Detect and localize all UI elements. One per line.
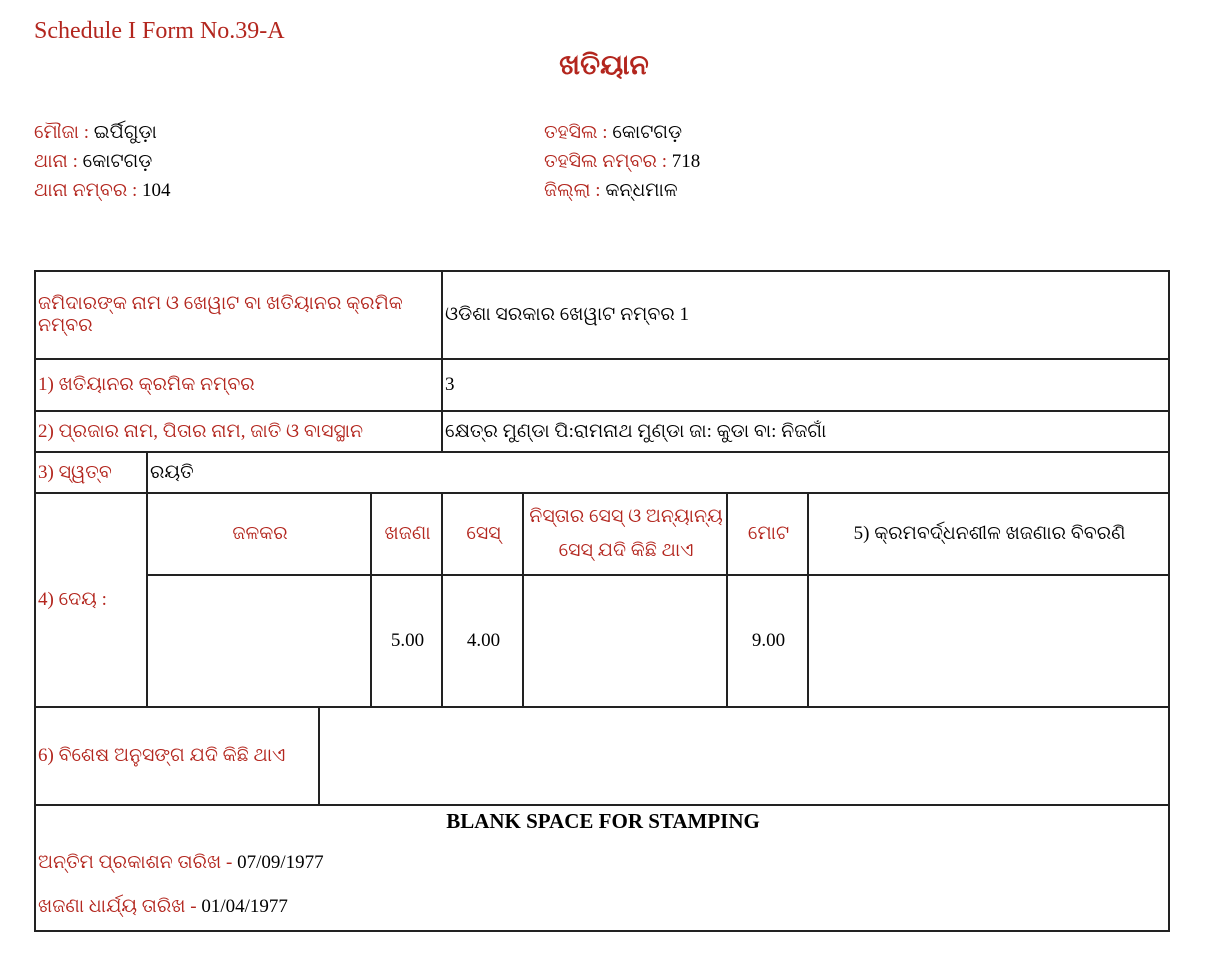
val-ses: 4.00 (442, 575, 523, 707)
val-jalakar (147, 575, 371, 707)
rent-fixation-date: 01/04/1977 (201, 896, 288, 917)
thana-label: ଥାନା : (34, 151, 78, 172)
mouza-row (34, 118, 171, 147)
thana-no-label: ଥାନା ନମ୍ବର : (34, 180, 138, 201)
thana-no-value: 104 (142, 180, 171, 201)
table-row (35, 271, 1169, 359)
thana-no-row (34, 176, 171, 205)
mouza-label: ମୌଜା : (34, 122, 90, 143)
district-value: କନ୍ଧମାଳ (605, 180, 678, 201)
special-value (319, 707, 1169, 805)
table-row (35, 411, 1169, 452)
tenant-label: 2) ପ୍ରଜାର ନାମ, ପିତାର ନାମ, ଜାତି ଓ ବାସସ୍ଥାନ (35, 411, 442, 452)
tenant-value: କ୍ଷେତ୍ର ମୁଣ୍ଡା ପି:ରାମନାଥ ମୁଣ୍ଡା ଜା: କୁଡା ବା: ନିଜଗାଁ (442, 411, 1169, 452)
page-title: ଖତିୟାନ (559, 50, 649, 81)
mouza-value: ଇର୍ପିଗୁଡ଼ା (93, 122, 157, 143)
col-nistar-line2: ସେସ୍ ଯଦି କିଛି ଥାଏ (558, 540, 694, 561)
stamp-area (35, 805, 1169, 931)
zamindar-value: ଓଡିଶା ସରକାର ଖେୱାଟ ନମ୍ବର 1 (442, 271, 1169, 359)
thana-value: କୋଟଗଡ଼ (82, 151, 153, 172)
val-mot: 9.00 (727, 575, 808, 707)
stamp-title: BLANK SPACE FOR STAMPING (446, 809, 760, 833)
serial-value: 3 (442, 359, 1169, 411)
rent-fixation-label: ଖଜଣା ଧାର୍ଯ୍ୟ ତାରିଖ - (38, 896, 197, 917)
tahasil-no-row (544, 147, 700, 176)
meta-left-block (34, 118, 171, 205)
right-value: ରୟତି (147, 452, 1169, 493)
col-mot: ମୋଟ (727, 493, 808, 575)
tahasil-value: କୋଟଗଡ଼ (612, 122, 683, 143)
khatiyan-table (34, 270, 1170, 932)
col-ses: ସେସ୍ (442, 493, 523, 575)
col-khajana: ଖଜଣା (371, 493, 442, 575)
col-progressive-rent: 5) କ୍ରମବର୍ଦ୍ଧନଶୀଳ ଖଜଣାର ବିବରଣି (808, 493, 1169, 575)
zamindar-label: ଜମିଦାରଙ୍କ ନାମ ଓ ଖେୱାଟ ବା ଖତିୟାନର କ୍ରମିକ ନମ୍ବର (35, 271, 442, 359)
col-jalakar: ଜଳକର (147, 493, 371, 575)
tahasil-no-label: ତହସିଲ ନମ୍ବର : (544, 151, 667, 172)
final-publication-label: ଅନ୍ତିମ ପ୍ରକାଶନ ତାରିଖ - (38, 852, 233, 873)
table-row (35, 805, 1169, 931)
col-nistar-ses (523, 493, 727, 575)
rent-fixation-row (38, 896, 1168, 918)
val-khajana: 5.00 (371, 575, 442, 707)
table-row (35, 493, 1169, 575)
table-row (35, 707, 1169, 805)
tahasil-row (544, 118, 700, 147)
dues-label: 4) ଦେୟ : (35, 493, 147, 707)
thana-row (34, 147, 171, 176)
val-nistar (523, 575, 727, 707)
table-row (35, 359, 1169, 411)
tahasil-label: ତହସିଲ : (544, 122, 608, 143)
table-row (35, 575, 1169, 707)
district-row (544, 176, 700, 205)
special-label: 6) ବିଶେଷ ଅନୁସଙ୍ଗ ଯଦି କିଛି ଥାଏ (35, 707, 319, 805)
district-label: ଜିଲ୍ଲା : (544, 180, 601, 201)
final-publication-row (38, 852, 1168, 874)
serial-label: 1) ଖତିୟାନର କ୍ରମିକ ନମ୍ବର (35, 359, 442, 411)
final-publication-date: 07/09/1977 (237, 852, 324, 873)
val-progressive (808, 575, 1169, 707)
table-row (35, 452, 1169, 493)
col-nistar-line1: ନିସ୍ତାର ସେସ୍ ଓ ଅନ୍ୟାନ୍ୟ (529, 506, 723, 527)
form-number: Schedule I Form No.39-A (34, 18, 285, 44)
tahasil-no-value: 718 (671, 151, 701, 172)
right-label: 3) ସ୍ୱତ୍ବ (35, 452, 147, 493)
meta-right-block (544, 118, 700, 205)
